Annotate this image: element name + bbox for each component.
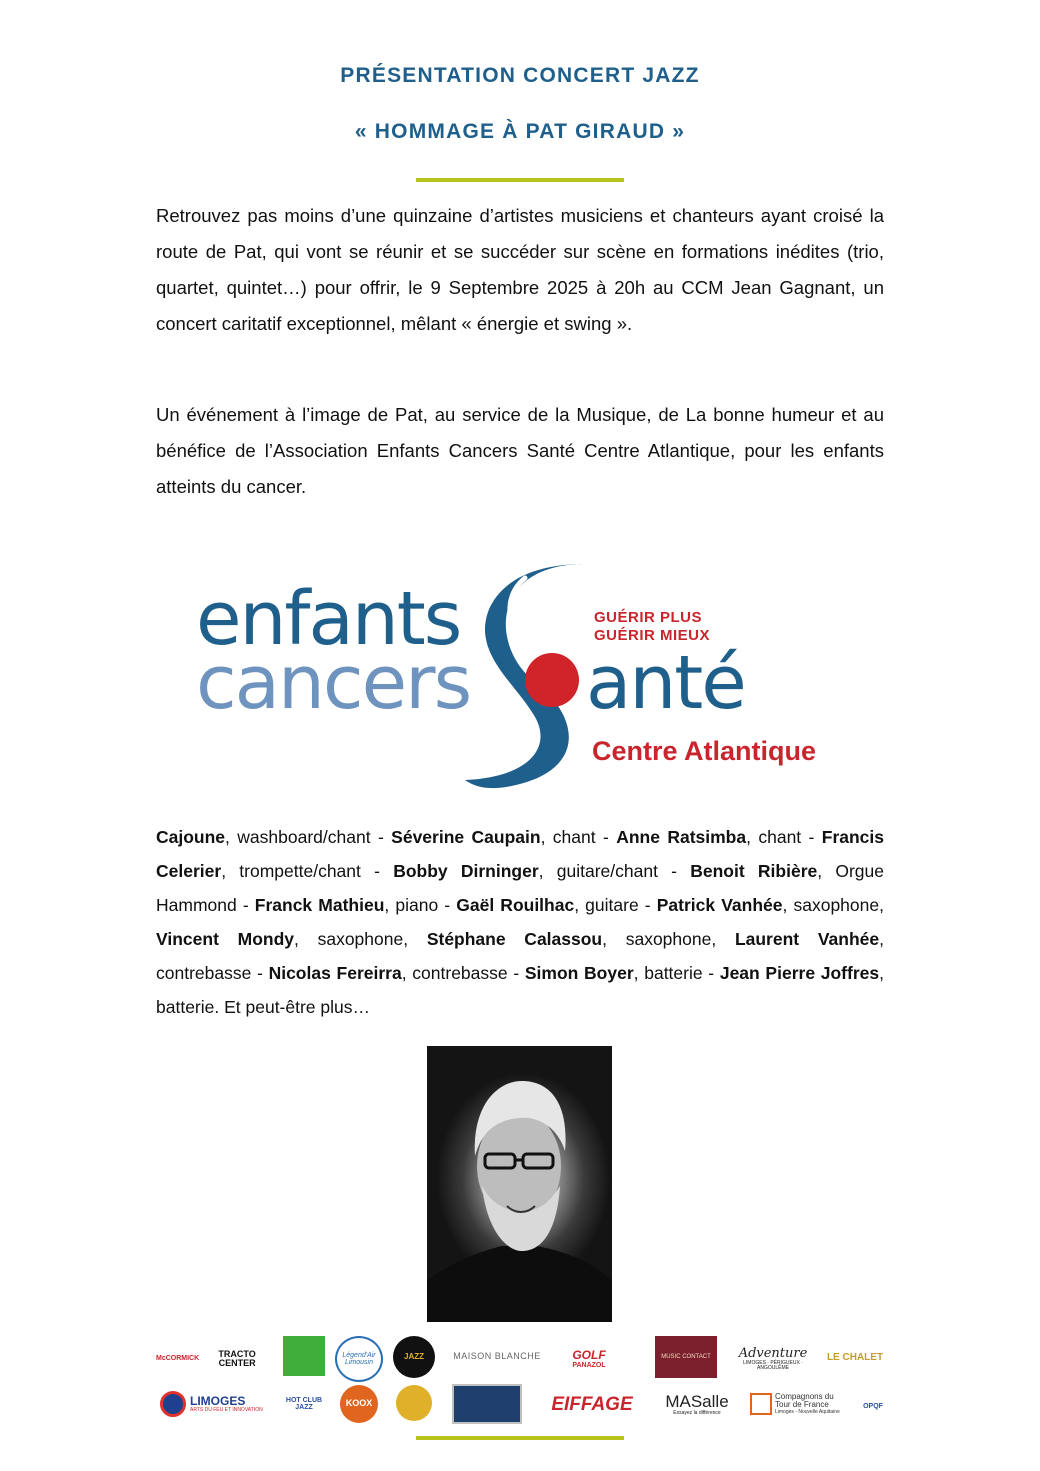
logo-region: Centre Atlantique	[592, 736, 817, 766]
sponsor-logo-masalle	[654, 1384, 740, 1426]
artist-name: Nicolas Fereirra	[268, 963, 402, 983]
sponsor-logo-limoges	[160, 1386, 270, 1422]
sponsor-logo-text: LIMOGES	[190, 1394, 246, 1409]
document-title: PRÉSENTATION CONCERT JAZZ	[340, 64, 700, 87]
artist-name: Patrick Vanhée	[656, 895, 783, 915]
artist-role: , Orgue Hammond -	[156, 861, 884, 915]
sponsor-logo-text: MUSIC CONTACT	[661, 1353, 711, 1360]
artist-name: Benoit Ribière	[690, 861, 818, 881]
sponsor-logo-legendair	[335, 1336, 383, 1382]
artist-role: , saxophone,	[782, 895, 884, 915]
artist-role: , chant -	[746, 827, 822, 847]
sponsor-logo-text: Limoges - Nouvelle Aquitaine	[775, 1408, 840, 1415]
artist-role: , batterie. Et peut-être plus…	[156, 963, 884, 1017]
sponsor-logo-text: MASalle	[665, 1392, 729, 1412]
intro-paragraph-1: Retrouvez pas moins d’une quinzaine d’artistes musiciens et chanteurs ayant croisé la route de Pat, qui vont se réunir et se succéder sur scène en formations inédites (trio, quartet, quintet…) pour offrir, le 9 Septembre 2025 à 20h au CCM Jean Gagnant, un concert caritatif exceptionnel, mêlant « énergie et swing ».	[156, 205, 884, 334]
logo-tagline-2: GUÉRIR MIEUX	[594, 627, 711, 644]
artist-name: Franck Mathieu	[254, 895, 385, 915]
sponsor-logo-text: OPQF	[863, 1403, 883, 1411]
sponsor-logo-hot-club	[282, 1384, 326, 1424]
artist-role: , chant -	[540, 827, 617, 847]
sponsor-logo-text: Légend'Air Limousin	[342, 1351, 376, 1366]
sponsor-logo-text: Essayez la différence	[673, 1410, 721, 1417]
compagnons-text-block	[775, 1393, 850, 1415]
logo-tagline-1: GUÉRIR PLUS	[594, 609, 703, 626]
sponsor-logo-text: McCORMICK	[156, 1355, 200, 1363]
sponsor-logo-golf	[556, 1336, 622, 1382]
sponsor-logo-koox	[340, 1385, 378, 1423]
sponsor-logo-text: TRACTO CENTER	[218, 1348, 256, 1368]
artist-name: Stéphane Calassou	[426, 929, 603, 949]
sponsor-logo-text: EIFFAGE	[551, 1394, 633, 1416]
artist-role: , guitare -	[574, 895, 657, 915]
sponsor-logo-maison-blanche	[452, 1342, 542, 1372]
top-divider	[416, 178, 624, 182]
logo-word-enfants: enfants	[196, 576, 461, 662]
bottom-divider	[416, 1436, 624, 1440]
artist-name: Laurent Vanhée	[734, 929, 880, 949]
association-logo	[190, 552, 850, 802]
artist-role: , guitare/chant -	[538, 861, 691, 881]
artist-role: , piano -	[384, 895, 457, 915]
limoges-text-block	[190, 1395, 263, 1413]
sponsor-logo-yellow	[396, 1385, 432, 1421]
artist-name: Gaël Rouilhac	[456, 895, 575, 915]
sponsor-logo-text: KOOX	[345, 1398, 373, 1409]
artist-name: Cajoune	[156, 827, 226, 847]
sponsor-logo-text: Adventure	[738, 1345, 808, 1361]
document-subtitle: « HOMMAGE À PAT GIRAUD »	[354, 120, 686, 143]
logo-word-cancers: cancers	[196, 640, 471, 726]
sponsor-logo-adventure	[728, 1336, 818, 1382]
artist-name: Francis Celerier	[156, 827, 884, 881]
sponsor-logo-text: LIMOGES · PÉRIGUEUX · ANGOULÊME	[743, 1359, 803, 1371]
logo-word-sante: anté	[586, 640, 745, 726]
artist-role: , contrebasse -	[156, 929, 884, 983]
sponsor-logo-text: GOLF	[572, 1348, 606, 1363]
sponsor-logo-le-chalet	[826, 1338, 884, 1378]
limoges-emblem-icon	[160, 1391, 186, 1417]
intro-paragraph-2: Un événement à l’image de Pat, au service de la Musique, de La bonne humeur et au bénéfice de l’Association Enfants Cancers Santé Centre Atlantique, pour les enfants atteints du cancer.	[156, 404, 884, 497]
sponsor-logo-jazz	[393, 1336, 435, 1378]
sponsor-logo-text: ARTS DU FEU ET INNOVATION	[190, 1406, 263, 1413]
sponsor-logo-text: PANAZOL	[572, 1361, 606, 1369]
artist-role: , washboard/chant -	[225, 827, 392, 847]
artist-name: Bobby Dirninger	[393, 861, 539, 881]
compagnons-emblem-icon	[750, 1393, 772, 1415]
sponsor-logo-tracto-center	[156, 1336, 272, 1382]
sponsor-logo-piano	[452, 1384, 522, 1424]
sponsor-logo-compagnons	[750, 1384, 850, 1424]
sponsor-logo-text: JAZZ	[404, 1351, 424, 1361]
sponsor-logo-green	[283, 1336, 325, 1376]
sponsor-logo-music-contact	[655, 1336, 717, 1378]
portrait-icon	[427, 1046, 612, 1322]
artist-name: Jean Pierre Joffres	[719, 963, 880, 983]
artist-role: , saxophone,	[602, 929, 735, 949]
artist-name: Séverine Caupain	[391, 827, 541, 847]
artist-name: Vincent Mondy	[156, 929, 294, 949]
sponsor-logo-text: HOT CLUB JAZZ	[285, 1396, 323, 1411]
sponsor-logo-text: Compagnons du Tour de France	[775, 1391, 834, 1410]
sponsor-logo-eiffage	[540, 1390, 644, 1420]
artist-role: , batterie -	[633, 963, 720, 983]
sponsor-logo-text: LE CHALET	[826, 1351, 884, 1363]
sponsor-logo-opqf	[860, 1392, 886, 1422]
artist-role: , trompette/chant -	[221, 861, 394, 881]
artist-role: , saxophone,	[294, 929, 427, 949]
sponsor-logo-text: MAISON BLANCHE	[453, 1351, 541, 1362]
artist-role: , contrebasse -	[401, 963, 525, 983]
portrait-photo	[427, 1046, 612, 1322]
artist-name: Anne Ratsimba	[616, 827, 747, 847]
artist-name: Simon Boyer	[524, 963, 634, 983]
artist-credits	[156, 820, 884, 1024]
